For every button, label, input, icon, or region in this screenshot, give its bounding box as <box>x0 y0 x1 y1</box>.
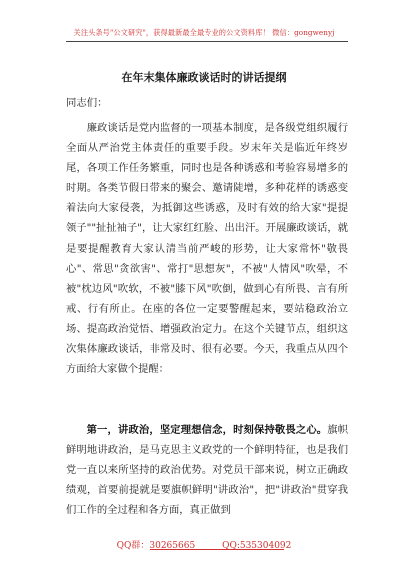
salutation: 同志们： <box>66 97 108 109</box>
document-title: 在年末集体廉政谈话时的讲话提纲 <box>121 71 287 84</box>
section-one-text: 旗帜鲜明地讲政治，是马克思主义政党的一个鲜明特征，也是我们党一直以来所坚持的政治优势。对党员干部来说，树立正确政绩观，首要前提就是要旗帜鲜明"讲政治"，把"讲政治"贯穿我们工作的全过程和各方面，真正做到 <box>66 424 349 517</box>
header-divider <box>66 41 348 42</box>
section-one <box>66 420 348 520</box>
header-banner: 关注头条号"公文研究"，获得最新最全最专业的公文资料库！ 微信：gongwenyj <box>73 28 335 37</box>
footer-qq: QQ:535304092 <box>222 541 292 551</box>
footer-underline <box>150 549 284 550</box>
paragraph-intro: 廉政谈话是党内监督的一项基本制度，是各级党组织履行全面从严治党主体责任的重要手段。岁末年关是临近年终岁尾，各项工作任务繁重，同时也是各种诱惑和考验容易增多的时期。各类节假日带来的聚会、邀请陡增，多种花样的诱惑变着法向大家侵袭，为抵御这些诱惑，及时有效的给大家"提提领子""扯扯袖子"，让大家红红脸、出出汗。开展廉政谈话，就是要提醒教育大家认清当前严峻的形势，让大家常怀"敬畏心"、常思"贪欲害"、常打"思想灰"，不被"人情风"吹晕，不被"枕边风"吹软，不被"膝下风"吹倒，做到心有所畏、言有所戒、行有所止。在座的各位一定要警醒起来，要站稳政治立场、提高政治觉悟、增强政治定力。在这个关键节点，组织这次集体廉政谈话，非常及时、很有必要。今天，我重点从四个方面给大家做个提醒： <box>66 122 348 376</box>
footer-qq-group: QQ群：30265665 <box>116 541 196 551</box>
section-one-heading: 第一，讲政治，坚定理想信念，时刻保持敬畏之心。 <box>86 424 328 436</box>
